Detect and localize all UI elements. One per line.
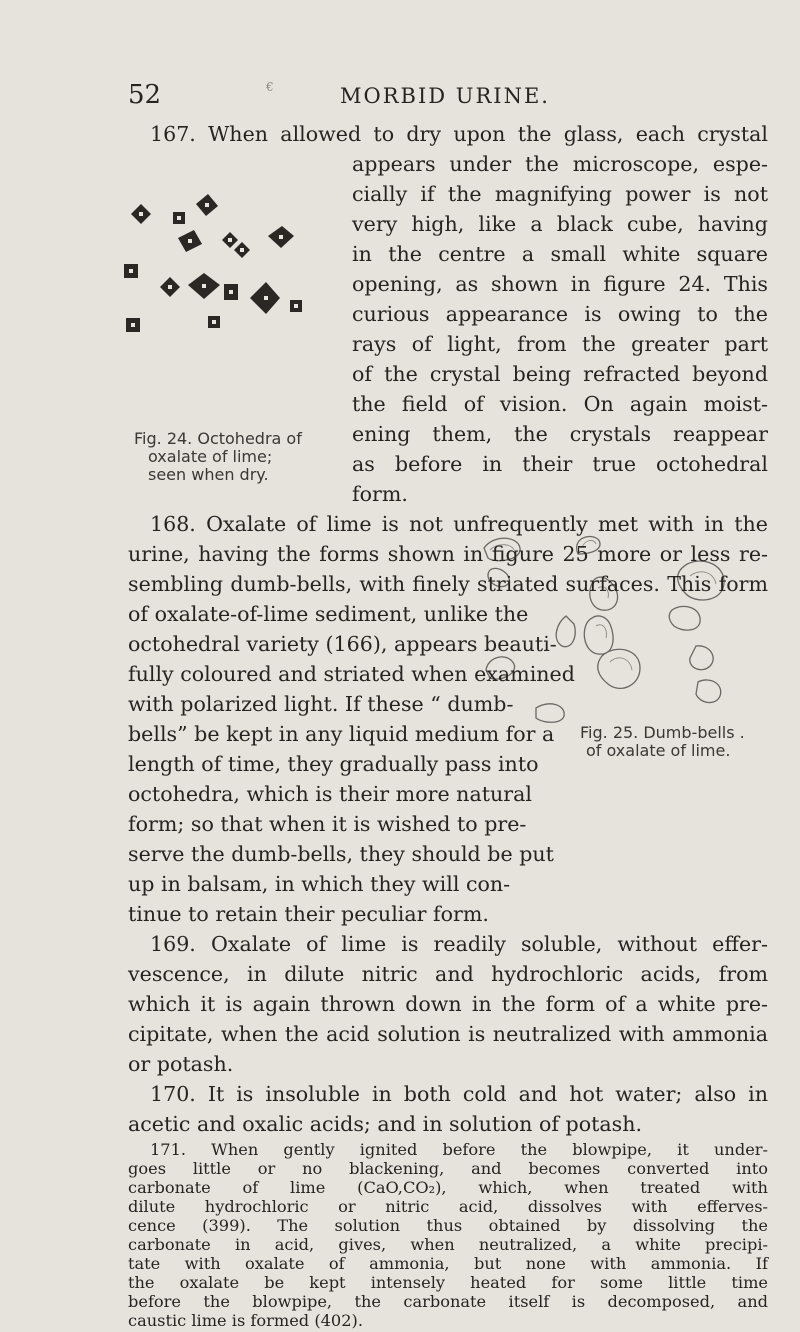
text-line: bells” be kept in any liquid medium for a (128, 722, 555, 746)
text-line: octohedral variety (166), appears beauti- (128, 632, 557, 656)
text-line: carbonate in acid, gives, when neutralized, a white precipi- (128, 1235, 768, 1254)
text-line: sembling dumb-bells, with finely striated surfaces. This form (128, 572, 768, 596)
text-line: very high, like a black cube, having (352, 212, 768, 236)
text-line: up in balsam, in which they will con- (128, 872, 511, 896)
text-line: form; so that when it is wished to pre- (128, 812, 527, 836)
text-line: ening them, the crystals reappear (352, 422, 768, 446)
text-line: cence (399). The solution thus obtained by dissolving the (128, 1216, 768, 1235)
running-head: MORBID URINE. (340, 84, 550, 108)
text-line: vescence, in dilute nitric and hydrochloric acids, from (128, 962, 768, 986)
text-line: tinue to retain their peculiar form. (128, 902, 489, 926)
text-line: as before in their true octohedral (352, 452, 768, 476)
text-line: 170. It is insoluble in both cold and hot water; also in (150, 1082, 768, 1106)
text-line: which it is again thrown down in the form of a white pre- (128, 992, 768, 1016)
text-line: cipitate, when the acid solution is neutralized with ammonia (128, 1022, 768, 1046)
text-line: cially if the magnifying power is not (352, 182, 768, 206)
text-line: the oxalate be kept intensely heated for some little time (128, 1273, 768, 1292)
text-line: opening, as shown in figure 24. This (352, 272, 768, 296)
figure-25-caption: Fig. 25. Dumb-bells . of oxalate of lime. (580, 723, 745, 760)
text-line: before the blowpipe, the carbonate itself is decomposed, and (128, 1292, 768, 1311)
text-line: goes little or no blackening, and becomes converted into (128, 1159, 768, 1178)
print-speck: € (266, 80, 274, 94)
text-line: octohedra, which is their more natural (128, 782, 532, 806)
page-header (0, 80, 800, 116)
text-line: form. (352, 482, 408, 506)
page-number: 52 (128, 80, 162, 110)
text-line: acetic and oxalic acids; and in solution of potash. (128, 1112, 643, 1136)
text-line: of oxalate-of-lime sediment, unlike the (128, 602, 529, 626)
text-line: of the crystal being refracted beyond (352, 362, 768, 386)
text-line: curious appearance is owing to the (352, 302, 768, 326)
text-line: with polarized light. If these “ dumb- (128, 692, 514, 716)
text-line: carbonate of lime (CaO,CO₂), which, when treated with (128, 1178, 768, 1197)
text-line: caustic lime is formed (402). (128, 1311, 363, 1330)
text-line: fully coloured and striated when examined (128, 662, 575, 686)
text-line: dilute hydrochloric or nitric acid, dissolves with efferves- (128, 1197, 768, 1216)
text-line: urine, having the forms shown in figure 25 more or less re- (128, 542, 768, 566)
figure-24-caption: Fig. 24. Octohedra of oxalate of lime; seen when dry. (134, 429, 302, 484)
text-line: length of time, they gradually pass into (128, 752, 539, 776)
text-line: 171. When gently ignited before the blowpipe, it under- (150, 1140, 768, 1159)
text-line: rays of light, from the greater part (352, 332, 768, 356)
text-line: tate with oxalate of ammonia, but none with ammonia. If (128, 1254, 768, 1273)
text-line: the field of vision. On again moist- (352, 392, 768, 416)
text-line: 167. When allowed to dry upon the glass, each crystal (150, 122, 768, 146)
text-line: 169. Oxalate of lime is readily soluble, without effer- (150, 932, 768, 956)
text-line: serve the dumb-bells, they should be put (128, 842, 554, 866)
text-line: 168. Oxalate of lime is not unfrequently met with in the (150, 512, 768, 536)
text-line: in the centre a small white square (352, 242, 768, 266)
text-line: appears under the microscope, espe- (352, 152, 768, 176)
text-line: or potash. (128, 1052, 234, 1076)
octohedron-crystal (124, 194, 302, 332)
crystal-centre-openings (129, 203, 298, 327)
figure-24-octohedra (118, 152, 338, 332)
